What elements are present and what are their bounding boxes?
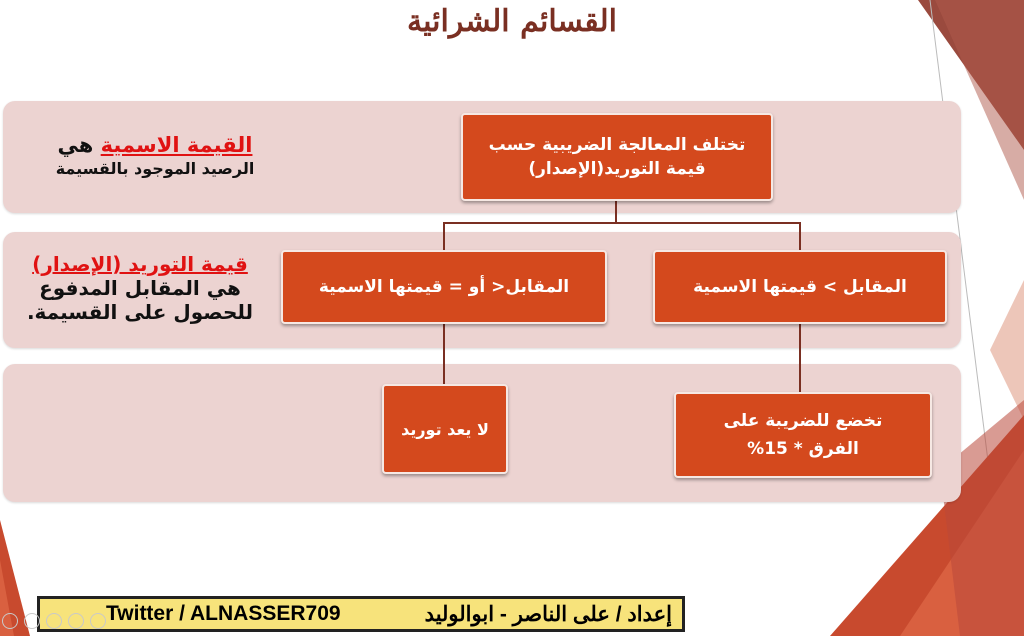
taxed-difference-line1: تخضع للضريبة على <box>723 411 883 431</box>
footer-author: إعداد / على الناصر - ابوالوليد <box>424 603 672 626</box>
footer-twitter: Twitter / ALNASSER709 <box>106 602 341 625</box>
taxed-difference-box <box>674 392 932 478</box>
connector-right-lower <box>799 320 801 392</box>
taxed-difference-line2: الفرق * 15% <box>747 439 859 459</box>
next-slide-icon[interactable] <box>24 613 40 629</box>
less-equal-label: المقابل< أو = قيمتها الاسمية <box>318 277 570 297</box>
nominal-value-definition: الرصيد الموجود بالقسيمة <box>55 159 255 178</box>
connector-left-lower <box>443 320 445 384</box>
less-equal-box <box>281 250 607 324</box>
nominal-value-note <box>20 134 290 180</box>
supply-value-term: قيمة التوريد (الإصدار) <box>32 252 248 276</box>
zoom-icon[interactable] <box>68 613 84 629</box>
supply-value-line2: هي المقابل المدفوع <box>39 276 241 300</box>
greater-than-label: المقابل > قيمتها الاسمية <box>693 277 907 297</box>
tax-treatment-box <box>461 113 773 201</box>
tax-treatment-line2: قيمة التوريد(الإصدار) <box>528 159 706 179</box>
connector-right-down <box>799 222 801 252</box>
not-supply-box <box>382 384 508 474</box>
more-options-icon[interactable] <box>90 613 106 629</box>
nominal-value-is: هي <box>57 133 101 157</box>
nominal-value-term: القيمة الاسمية <box>100 133 253 157</box>
supply-value-note <box>10 252 270 324</box>
connector-left-down <box>443 222 445 252</box>
supply-value-line3: للحصول على القسيمة. <box>26 300 254 324</box>
slide-title: القسائم الشرائية <box>407 4 617 39</box>
footer-bar <box>37 596 685 632</box>
pen-icon[interactable] <box>46 613 62 629</box>
prev-slide-icon[interactable] <box>2 613 18 629</box>
tax-treatment-line1: تختلف المعالجة الضريبية حسب <box>488 135 746 155</box>
not-supply-label: لا يعد توريد <box>401 419 489 439</box>
slideshow-controls[interactable] <box>2 613 112 631</box>
connector-horizontal <box>443 222 801 224</box>
greater-than-box <box>653 250 947 324</box>
